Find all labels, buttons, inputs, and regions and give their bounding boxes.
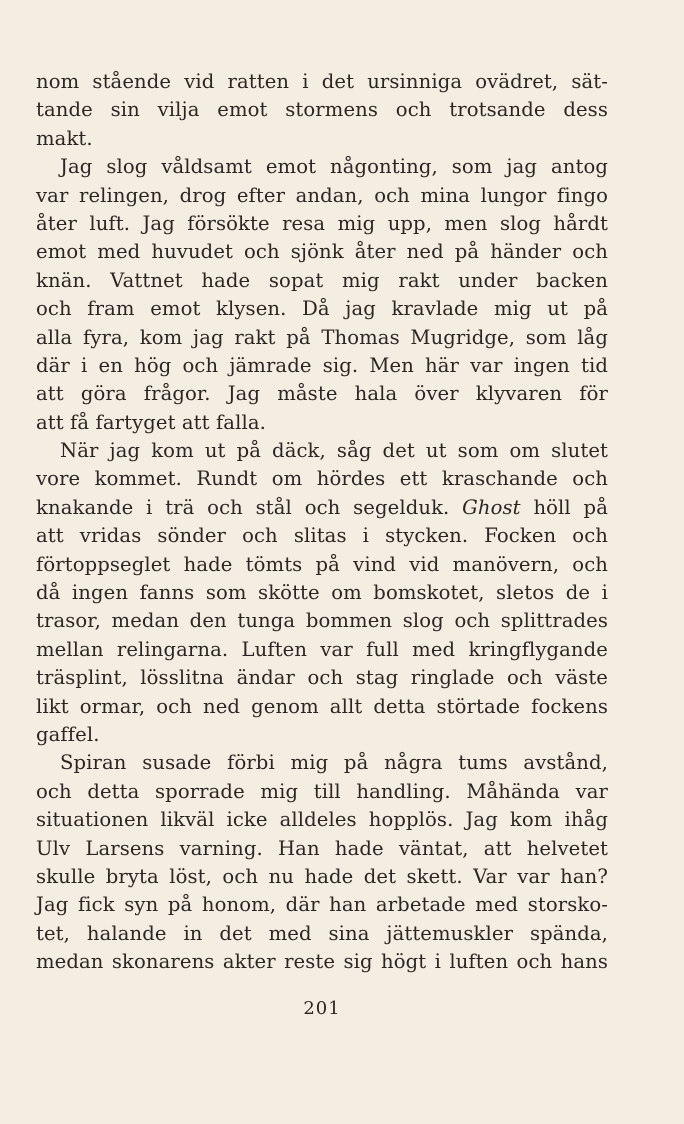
text-line: där i en hög och jämrade sig. Men här var ingen tid: [36, 353, 608, 377]
text-line: nom stående vid ratten i det ursinniga ovädret, sät-: [36, 70, 608, 93]
text-line: var relingen, drog efter andan, och mina lungor fingo: [36, 183, 608, 207]
text-line: förtoppseglet hade tömts på vind vid manövern, och: [36, 552, 608, 576]
text-line: och detta sporrade mig till handling. Måhända var: [36, 779, 608, 803]
paragraph-start-line: Spiran susade förbi mig på några tums avstånd,: [60, 751, 608, 775]
body-text: [36, 68, 608, 977]
text-line: då ingen fanns som skötte om bomskotet, sletos de i: [36, 581, 608, 605]
text-line: knän. Vattnet hade sopat mig rakt under backen: [36, 268, 608, 292]
text-line: skulle bryta löst, och nu hade det skett. Var var han?: [36, 864, 608, 888]
text-line: gaffel.: [36, 722, 100, 746]
text-line: medan skonarens akter reste sig högt i luften och hans: [36, 950, 608, 974]
text-line: emot med huvudet och sjönk åter ned på händer och: [36, 240, 608, 264]
text-line: åter luft. Jag försökte resa mig upp, men slog hårdt: [36, 211, 608, 235]
text-line: Ulv Larsens varning. Han hade väntat, att helvetet: [36, 836, 608, 860]
text-line: att vridas sönder och slitas i stycken. Focken och: [36, 524, 608, 548]
text-line-with-ship-name: [36, 494, 608, 522]
text-line: likt ormar, och ned genom allt detta störtade fockens: [36, 694, 608, 718]
text-line: makt.: [36, 126, 93, 150]
text-line: tande sin vilja emot stormens och trotsande dess: [36, 98, 608, 122]
text-line: vore kommet. Rundt om hördes ett kraschande och: [36, 467, 608, 491]
text-segment: knakande i trä och stål och segelduk.: [36, 495, 450, 519]
paragraph-start-line: När jag kom ut på däck, såg det ut som om slutet: [60, 439, 608, 463]
text-line: situationen likväl icke alldeles hopplös. Jag kom ihåg: [36, 808, 608, 832]
text-segment: höll på: [533, 495, 608, 519]
text-line: att få fartyget att falla.: [36, 410, 266, 434]
page-number: 201: [303, 998, 341, 1019]
paragraph-start-line: Jag slog våldsamt emot någonting, som jag antog: [60, 155, 608, 179]
text-line: alla fyra, kom jag rakt på Thomas Mugridge, som låg: [36, 325, 608, 349]
text-line: att göra frågor. Jag måste hala över klyvaren för: [36, 382, 608, 406]
text-line: mellan relingarna. Luften var full med kringflygande: [36, 637, 608, 661]
ship-name: Ghost: [462, 495, 521, 519]
text-line: trasor, medan den tunga bommen slog och splittrades: [36, 609, 608, 633]
text-line: träsplint, lösslitna ändar och stag ringlade och väste: [36, 666, 608, 690]
text-line: Jag fick syn på honom, där han arbetade med storsko-: [36, 893, 608, 917]
text-line: och fram emot klysen. Då jag kravlade mig ut på: [36, 297, 608, 321]
text-line: tet, halande in det med sina jättemuskler spända,: [36, 921, 608, 945]
